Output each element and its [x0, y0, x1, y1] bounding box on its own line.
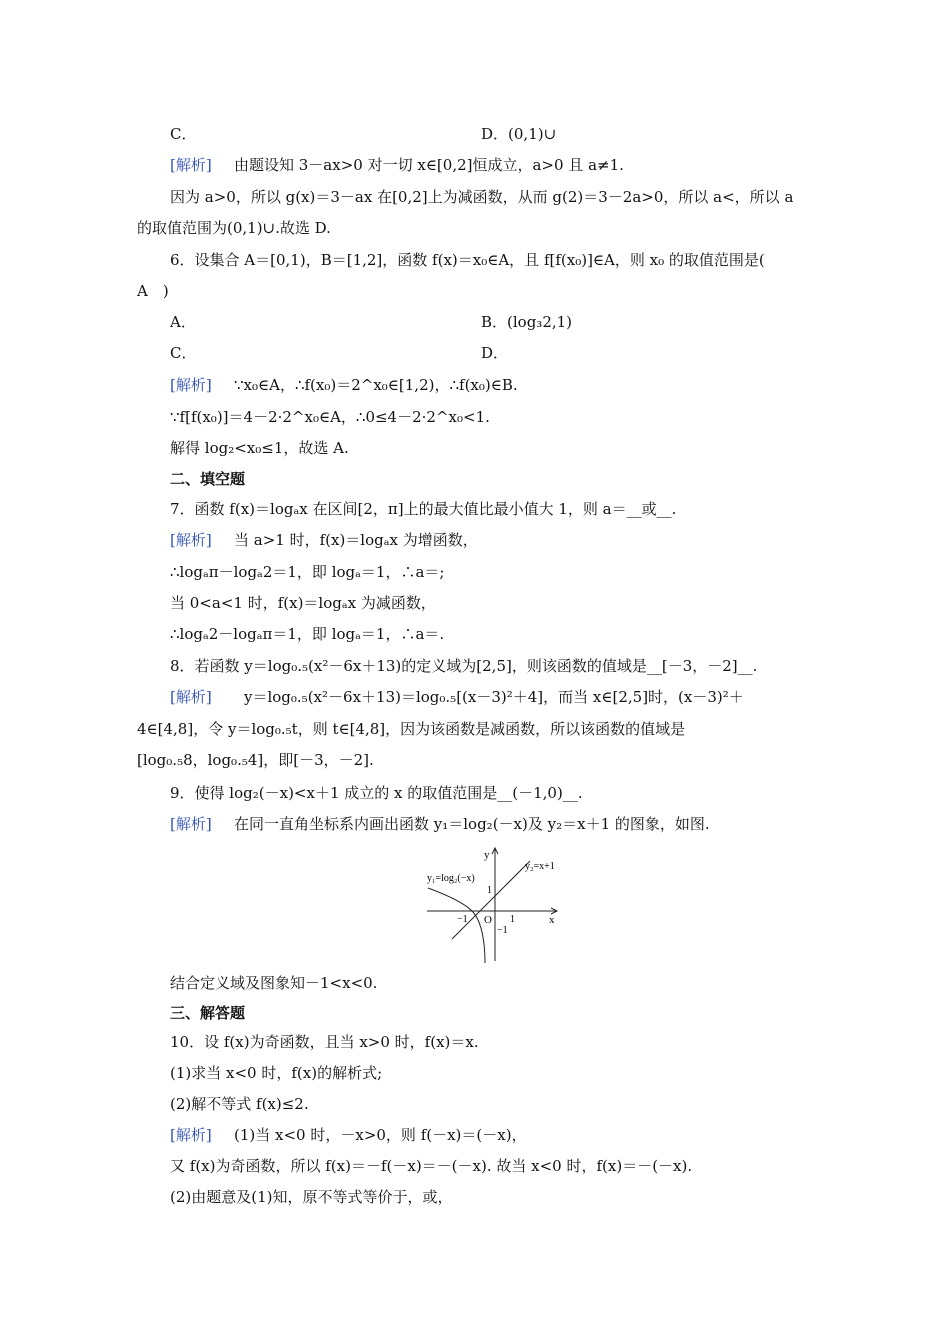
q7-analysis-line4: ∴logₐ2－logₐπ＝1，即 logₐ＝1，∴a＝.	[170, 625, 445, 643]
curve-log	[428, 888, 485, 963]
q8-analysis-text: y＝log₀.₅(x²－6x＋13)＝log₀.₅[(x－3)²＋4]，而当 x∈[2,5]时，(x－3)²＋	[244, 688, 744, 706]
q6-analysis-line3: 解得 log₂<x₀≤1，故选 A.	[170, 439, 349, 457]
tick-x-pos: 1	[510, 914, 515, 925]
q6-option-b: B．(log₃2,1)	[481, 313, 573, 331]
q6-analysis-line2: ∵f[f(x₀)]＝4－2·2^x₀∈A，∴0≤4－2·2^x₀<1.	[170, 408, 490, 426]
q7-analysis-line2: ∴logₐπ－logₐ2＝1，即 logₐ＝1，∴a＝;	[170, 563, 445, 581]
q8-analysis-line3: [log₀.₅8，log₀.₅4]，即[－3，－2].	[137, 751, 374, 769]
q7-analysis-text: 当 a>1 时，f(x)＝logₐx 为增函数，	[234, 531, 478, 549]
q7-stem: 7．函数 f(x)＝logₐx 在区间[2，π]上的最大值比最小值大 1，则 a＝__或__.	[170, 500, 677, 518]
tick-x-neg: −1	[457, 914, 468, 925]
q7-analysis-line3: 当 0<a<1 时，f(x)＝logₐx 为减函数，	[170, 594, 436, 612]
graph-figure	[422, 843, 562, 968]
q6-option-a: A．	[170, 313, 196, 331]
q6-option-d: D．	[481, 344, 509, 362]
section-solve: 三、解答题	[170, 1004, 246, 1022]
q6-analysis-text: ∵x₀∈A，∴f(x₀)＝2^x₀∈[1,2)，∴f(x₀)∈B.	[234, 376, 518, 394]
q5-analysis-line2: 因为 a>0，所以 g(x)＝3－ax 在[0,2]上为减函数，从而 g(2)＝3－2a>0，所以 a<，所以 a	[170, 188, 794, 206]
x-axis-label: x	[549, 914, 555, 926]
q5-analysis-text: 由题设知 3－ax>0 对一切 x∈[0,2]恒成立，a>0 且 a≠1.	[234, 156, 624, 174]
q9-stem: 9．使得 log₂(－x)<x＋1 成立的 x 的取值范围是__(－1,0)__.	[170, 784, 583, 802]
q6-stem: 6．设集合 A＝[0,1)，B＝[1,2]，函数 f(x)＝x₀∈A，且 f[f(x₀)]∈A，则 x₀ 的取值范围是(	[170, 251, 765, 269]
q8-analysis-tag: [解析]	[170, 688, 212, 706]
tick-y-pos: 1	[487, 885, 492, 896]
q9-analysis-tag: [解析]	[170, 815, 212, 833]
q10-analysis-text: (1)当 x<0 时，－x>0，则 f(－x)＝(－x)，	[234, 1126, 527, 1144]
tick-y-neg: −1	[497, 925, 508, 936]
section-fill-in: 二、填空题	[170, 470, 246, 488]
q6-option-c: C．	[170, 344, 197, 362]
y-axis-label: y	[484, 849, 490, 861]
q9-analysis-text: 在同一直角坐标系内画出函数 y₁＝log₂(－x)及 y₂＝x＋1 的图象，如图.	[234, 815, 710, 833]
q10-analysis-line2: 又 f(x)为奇函数，所以 f(x)＝－f(－x)＝－(－x). 故当 x<0 时，f(x)＝－(－x).	[170, 1157, 693, 1175]
q8-stem: 8．若函数 y＝log₀.₅(x²－6x＋13)的定义域为[2,5]，则该函数的值域是__[－3，－2]__.	[170, 657, 758, 675]
q5-analysis-line3: 的取值范围为(0,1)∪.故选 D.	[137, 219, 331, 237]
q9-conclusion: 结合定义域及图象知－1<x<0.	[170, 974, 378, 992]
q7-analysis-tag: [解析]	[170, 531, 212, 549]
q5-option-d: D．(0,1)∪	[481, 125, 557, 143]
q5-analysis-tag: [解析]	[170, 156, 212, 174]
q8-analysis-line2: 4∈[4,8]，令 y＝log₀.₅t，则 t∈[4,8]，因为该函数是减函数，所以该函数的值域是	[137, 720, 686, 738]
q10-analysis-tag: [解析]	[170, 1126, 212, 1144]
q10-part1: (1)求当 x<0 时，f(x)的解析式;	[170, 1064, 383, 1082]
line2-label: y₂=x+1	[525, 861, 555, 872]
q6-analysis-tag: [解析]	[170, 376, 212, 394]
origin-label: O	[484, 914, 492, 926]
q10-stem: 10．设 f(x)为奇函数，且当 x>0 时，f(x)＝x.	[170, 1033, 479, 1051]
curve1-label: y₁=log₂(−x)	[427, 873, 475, 884]
q6-answer: A )	[137, 282, 169, 300]
q10-part2: (2)解不等式 f(x)≤2.	[170, 1095, 309, 1113]
q10-analysis-line3: (2)由题意及(1)知，原不等式等价于，或，	[170, 1188, 453, 1206]
q5-option-c: C．	[170, 125, 197, 143]
